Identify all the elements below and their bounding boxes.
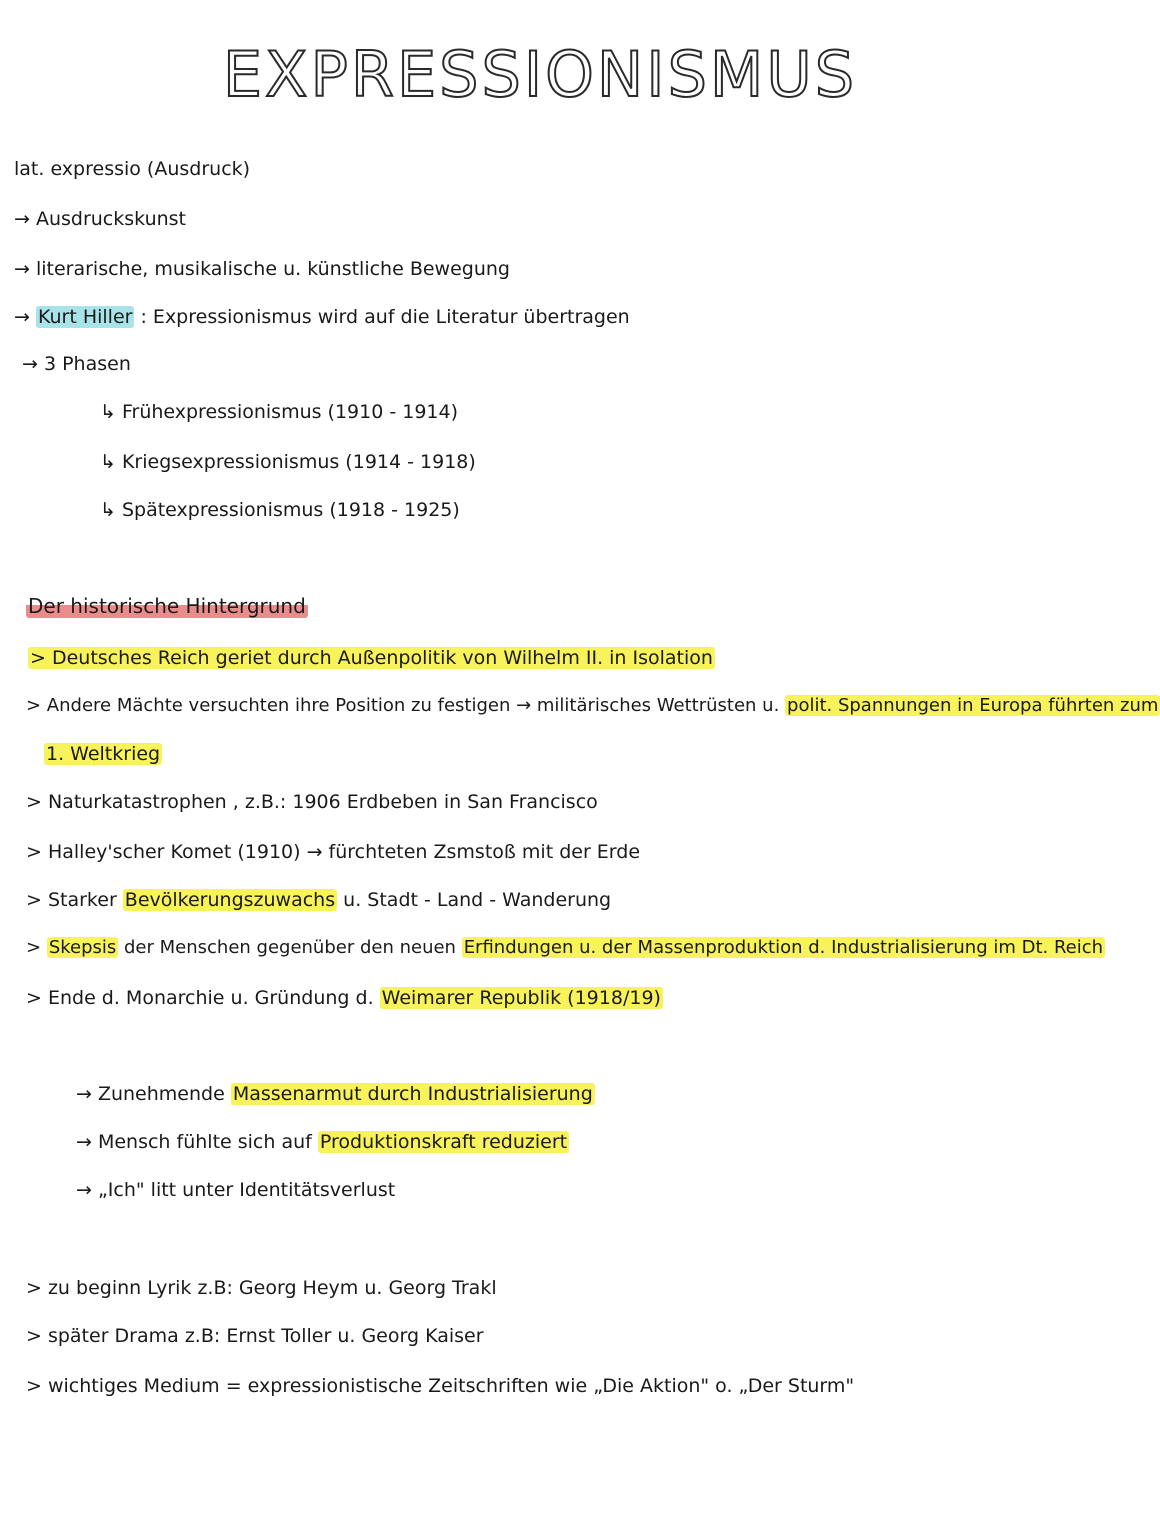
- intro-line-2: → literarische, musikalische u. künstliche Bewegung: [14, 258, 510, 280]
- intro-line-1: → Ausdruckskunst: [14, 208, 187, 230]
- literature-line-1: > zu beginn Lyrik z.B: Georg Heym u. Georg Trakl: [26, 1277, 497, 1299]
- history-bullet-4: > Halley'scher Komet (1910) → fürchteten Zsmstoß mit der Erde: [26, 841, 641, 863]
- history-bullet-3: > Naturkatastrophen , z.B.: 1906 Erdbeben in San Francisco: [26, 791, 598, 813]
- phase-2: ↳ Kriegsexpressionismus (1914 - 1918): [100, 451, 476, 473]
- history-bullet-5: > Starker Bevölkerungszuwachs u. Stadt - Land - Wanderung: [26, 889, 612, 911]
- highlight-kurt-hiller: Kurt Hiller: [37, 306, 133, 328]
- consequence-2: → Mensch fühlte sich auf Produktionskraft reduziert: [76, 1131, 568, 1153]
- page-title: EXPRESSIONISMUS: [222, 38, 858, 111]
- section-heading-history: Der historische Hintergrund: [28, 594, 306, 618]
- history-bullet-7: > Ende d. Monarchie u. Gründung d. Weimarer Republik (1918/19): [26, 987, 661, 1009]
- consequence-1: → Zunehmende Massenarmut durch Industrialisierung: [76, 1083, 593, 1105]
- literature-line-2: > später Drama z.B: Ernst Toller u. Georg Kaiser: [26, 1325, 484, 1347]
- history-bullet-6: > Skepsis der Menschen gegenüber den neuen Erfindungen u. der Massenproduktion d. Industrialisierung im Dt. Reich: [26, 937, 1104, 958]
- origin-line: lat. expressio (Ausdruck): [14, 158, 251, 180]
- history-bullet-1: > Deutsches Reich geriet durch Außenpolitik von Wilhelm II. in Isolation: [30, 647, 713, 669]
- intro-line-3: → Kurt Hiller : Expressionismus wird auf die Literatur übertragen: [14, 306, 630, 328]
- phase-1: ↳ Frühexpressionismus (1910 - 1914): [100, 401, 459, 423]
- phase-3: ↳ Spätexpressionismus (1918 - 1925): [100, 499, 460, 521]
- literature-line-3: > wichtiges Medium = expressionistische Zeitschriften wie „Die Aktion" o. „Der Sturm": [26, 1375, 855, 1397]
- history-bullet-2: > Andere Mächte versuchten ihre Position zu festigen → militärisches Wettrüsten u. polit. Spannungen in Europa führten zum: [26, 695, 1159, 716]
- intro-line-4: → 3 Phasen: [22, 353, 131, 375]
- history-bullet-2-cont: 1. Weltkrieg: [46, 743, 161, 765]
- consequence-3: → „Ich" litt unter Identitätsverlust: [76, 1179, 396, 1201]
